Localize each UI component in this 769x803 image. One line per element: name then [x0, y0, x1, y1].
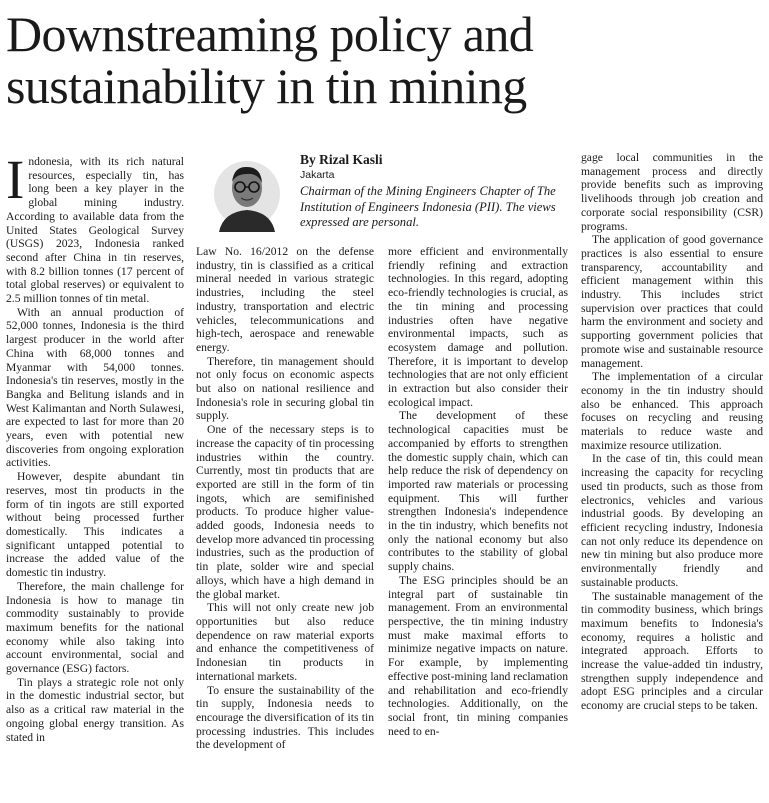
paragraph: To ensure the sustainability of the tin supply, Indonesia needs to encourage the diversification of its tin processing industries. This includes the development of	[196, 683, 374, 752]
paragraph: more efficient and environmentally friendly refining and extraction technologies. In this regard, adopting eco-friendly technologies is crucial, as the tin mining and processing industries often have negative environmental impacts, such as ecosystem damage and pollution. Therefore, it is important to develop technologies that are not only efficient in extraction but also consider their ecological impact.	[388, 245, 568, 409]
paragraph: However, despite abundant tin reserves, most tin products in the form of tin ingots are still exported without being processed further domestically. This indicates a significant untapped potential to increase the added value of the domestic tin industry.	[6, 470, 184, 580]
column-2	[196, 245, 374, 752]
paragraph: Indonesia, with its rich natural resources, especially tin, has long been a key player in the global mining industry. According to available data from the United States Geological Survey (USGS) 2023, Indonesia ranked second after China in tin reserves, with 8.2 billion tonnes (17 percent of total global reserves) or equivalent to 2.5 million tonnes of tin metal.	[6, 149, 184, 306]
paragraph: The ESG principles should be an integral part of sustainable tin management. From an environmental perspective, the tin mining industry must make maximal efforts to minimize negative impacts on nature. For example, by implementing effective post-mining land reclamation and rehabilitation and eco-friendly technologies. Additionally, on the social front, tin mining companies need to en-	[388, 573, 568, 738]
author-photo	[213, 156, 281, 232]
author-bio: Chairman of the Mining Engineers Chapter of The Institution of Engineers Indonesia (PII). The views expressed are personal.	[300, 184, 556, 230]
paragraph: In the case of tin, this could mean increasing the capacity for recycling used tin products, such as those from electronics, vehicles and various industrial goods. By developing an efficient recycling industry, Indonesia can not only reduce its dependence on new tin mining but also produce more environmentally friendly and sustainable products.	[581, 452, 763, 589]
paragraph: The application of good governance practices is also essential to ensure transparency, accountability and efficient management within this industry. This includes strict supervision over practices that could harm the environment and society and supporting government policies that promote wise and sustainable resource management.	[581, 233, 763, 370]
paragraph: This will not only create new job opportunities but also reduce dependence on raw material exports and enhance the competitiveness of Indonesian tin products in international markets.	[196, 601, 374, 683]
column-1	[6, 149, 184, 744]
paragraph: Therefore, the main challenge for Indonesia is how to manage tin commodity sustainably to provide maximum benefits for the national economy while also taking into account environmental, social and governance (ESG) factors.	[6, 579, 184, 676]
column-3	[388, 245, 568, 738]
paragraph: Therefore, tin management should not only focus on economic aspects but also on national resilience and Indonesia's role in securing global tin supply.	[196, 354, 374, 423]
drop-cap: I	[6, 149, 25, 210]
paragraph: Tin plays a strategic role not only in the domestic industrial sector, but also as a critical raw material in the ongoing global energy transition. As stated in	[6, 675, 184, 744]
paragraph: With an annual production of 52,000 tonnes, Indonesia is the third largest producer in the world after China with 68,000 tonnes and Myanmar with 54,000 tonnes. Indonesia's tin reserves, mostly in the Bangka and Belitung islands and in West Kalimantan and North Sulawesi, are expected to last for more than 20 years, even with potential new discoveries from ongoing exploration activities.	[6, 305, 184, 470]
column-4	[581, 151, 763, 713]
paragraph: The implementation of a circular economy in the tin industry should also be enhanced. This approach focuses on recycling and reusing materials to reduce waste and maximize resource utilization.	[581, 370, 763, 452]
author-name: By Rizal Kasli	[300, 152, 383, 167]
paragraph: Law No. 16/2012 on the defense industry, tin is classified as a critical mineral needed in various strategic industries, including the steel industry, transportation and electric vehicles, telecommunications and high-tech, aerospace and renewable energy.	[196, 245, 374, 354]
paragraph: One of the necessary steps is to increase the capacity of tin processing industries within the country. Currently, most tin products that are exported are still in the form of tin ingots, which are semifinished products. To produce higher value-added goods, Indonesia needs to develop more advanced tin processing industries, such as the production of tin plate, solder wire and special alloys, which have a high demand in the global market.	[196, 423, 374, 601]
paragraph: gage local communities in the management process and directly provide benefits such as improving livelihoods through job creation and corporate social responsibility (CSR) programs.	[581, 151, 763, 233]
dateline: Jakarta	[300, 169, 335, 181]
paragraph: The sustainable management of the tin commodity business, which brings maximum benefits to Indonesia's economy, requires a holistic and integrated approach. Efforts to increase the value-added tin industry, strengthen supply independence and adopt ESG principles and a circular economy are crucial steps to be taken.	[581, 589, 763, 713]
article-title: Downstreaming policy and sustainability in tin mining	[6, 6, 534, 114]
paragraph: The development of these technological capacities must be accompanied by efforts to strengthen the domestic supply chain, which can help reduce the risk of dependency on imported raw materials or processing equipment. This will further strengthen Indonesia's independence in the tin industry, which benefits not only the national economy but also contributes to the stability of global supply chains.	[388, 409, 568, 574]
